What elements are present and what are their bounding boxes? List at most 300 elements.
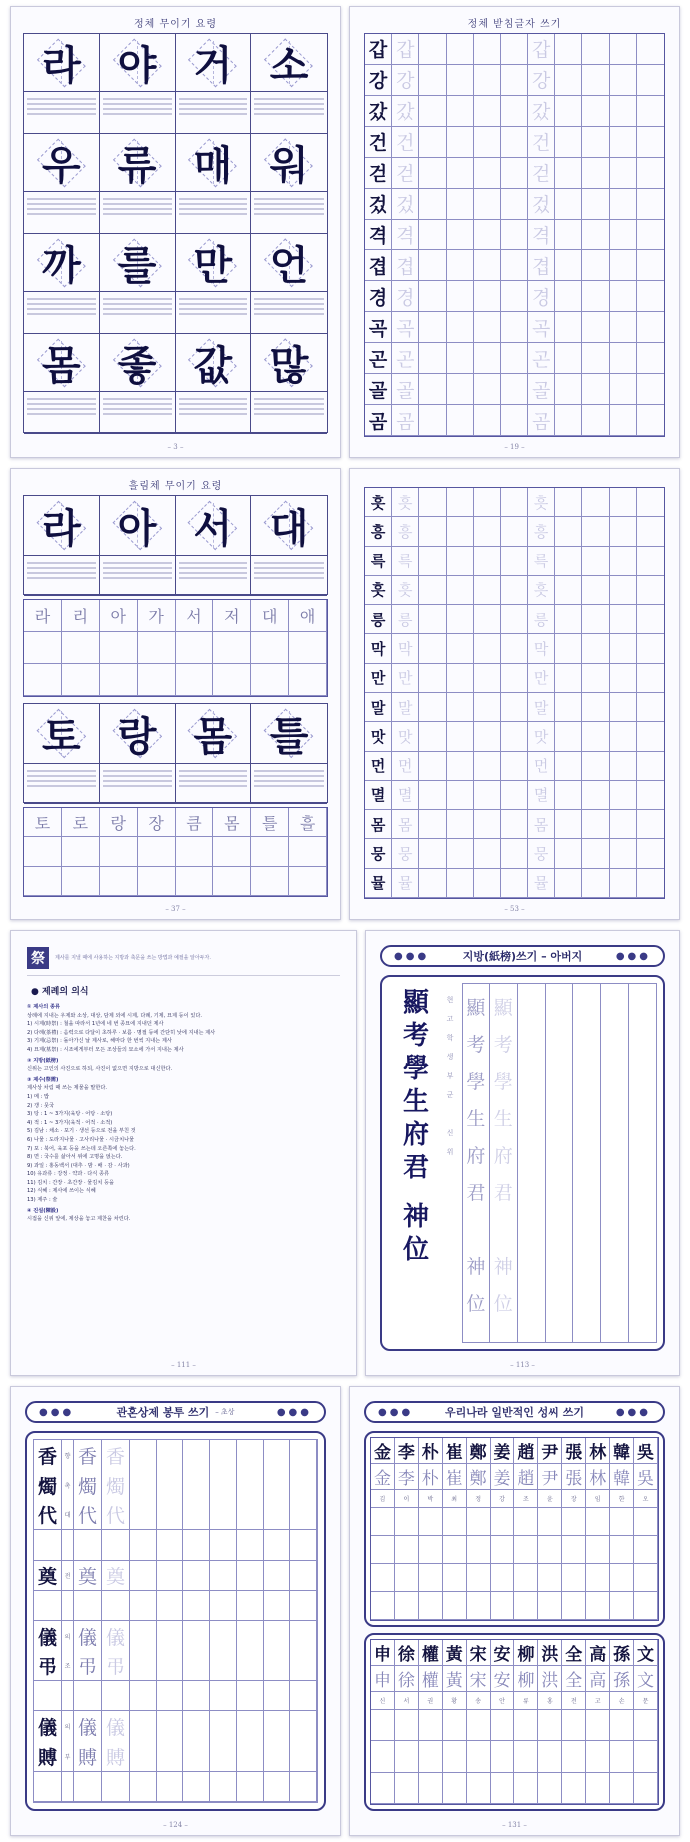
cursive-row-character: 대 — [251, 600, 289, 632]
jibang-sub-text — [403, 1201, 429, 1267]
empty-cell — [491, 1773, 515, 1804]
body-text — [27, 1003, 340, 1224]
note-text-line — [179, 198, 248, 200]
note-text-line — [254, 562, 324, 564]
empty-cell — [395, 1741, 419, 1772]
jibang-practice-columns — [462, 983, 657, 1343]
trace-character: 儀 — [74, 1621, 102, 1651]
empty-cell — [582, 34, 609, 65]
body-line: 1) 시제(時祭) : 철을 따라서 1년에 네 번 종묘에 지내던 제사 — [27, 1021, 164, 1028]
page-cursive-guide — [10, 468, 341, 920]
note-text-line — [254, 198, 324, 200]
note-text-line — [179, 780, 248, 782]
page-number: – 19 – — [504, 443, 525, 451]
empty-cell — [447, 65, 474, 96]
empty-cell — [447, 250, 474, 281]
empty-cell — [419, 752, 446, 781]
empty-cell — [501, 693, 528, 722]
empty-cell — [183, 1440, 210, 1470]
model-character: 겄 — [365, 189, 392, 220]
guide-cell — [251, 496, 327, 556]
empty-cell — [491, 1741, 515, 1772]
trace-character: 곡 — [528, 312, 555, 343]
empty-cell — [419, 374, 446, 405]
note-text-line — [254, 98, 324, 100]
empty-cell — [210, 1651, 237, 1681]
empty-cell — [491, 1508, 515, 1536]
empty-cell — [474, 34, 501, 65]
empty-cell — [138, 632, 176, 664]
empty-cell — [100, 837, 138, 866]
cursive-row-character: 큼 — [176, 808, 214, 837]
note-text-line — [254, 313, 324, 315]
model-character: 몸 — [365, 810, 392, 839]
note-text-line — [103, 103, 172, 105]
envelope-practice-grid — [33, 1439, 318, 1803]
guide-cell — [251, 34, 327, 92]
surname-trace: 宋 — [467, 1666, 491, 1692]
empty-cell — [634, 1508, 658, 1536]
empty-cell — [555, 220, 582, 251]
empty-cell — [582, 220, 609, 251]
guide-character: 류 — [117, 142, 157, 189]
empty-cell — [419, 281, 446, 312]
empty-cell — [610, 1710, 634, 1741]
empty-cell — [62, 1530, 74, 1560]
empty-cell — [514, 1710, 538, 1741]
empty-cell — [474, 65, 501, 96]
guide-cell — [100, 134, 176, 192]
empty-cell — [213, 867, 251, 896]
empty-cell — [501, 517, 528, 546]
note-text-line — [179, 567, 248, 569]
surname-character: 朴 — [419, 1438, 443, 1464]
trace-character: 륵 — [528, 547, 555, 576]
empty-cell — [501, 605, 528, 634]
note-text-line — [179, 303, 248, 305]
empty-cell — [637, 488, 664, 517]
empty-column — [518, 983, 546, 1343]
empty-cell — [264, 1591, 291, 1621]
model-character: 맛 — [365, 722, 392, 751]
empty-cell — [447, 220, 474, 251]
empty-cell — [467, 1536, 491, 1564]
empty-cell — [447, 343, 474, 374]
empty-cell — [555, 127, 582, 158]
empty-cell — [443, 1564, 467, 1592]
note-text-line — [103, 213, 172, 215]
trace-character: 뭉 — [392, 839, 419, 868]
surname-reading: 조 — [514, 1490, 538, 1508]
page-title: 정체 받침글자 쓰기 — [467, 19, 562, 30]
empty-cell — [582, 281, 609, 312]
trace-character: 경 — [392, 281, 419, 312]
note-text-line — [254, 303, 324, 305]
surname-trace: 崔 — [443, 1464, 467, 1490]
empty-cell — [582, 781, 609, 810]
guide-cell — [176, 34, 252, 92]
empty-cell — [24, 867, 62, 896]
guide-cell — [100, 334, 176, 392]
page-jibang-father — [365, 930, 680, 1376]
trace-character: 멸 — [392, 781, 419, 810]
empty-cell — [419, 869, 446, 898]
body-line: 9) 과일 : 홍동백서 (대추 · 밤 · 배 · 감 · 사과) — [27, 1162, 130, 1169]
stroke-note — [251, 92, 327, 134]
empty-cell — [634, 1592, 658, 1620]
empty-cell — [474, 576, 501, 605]
empty-cell — [210, 1711, 237, 1741]
empty-cell — [100, 632, 138, 664]
trace-character: 걷 — [392, 158, 419, 189]
note-text-line — [179, 408, 248, 410]
empty-cell — [586, 1564, 610, 1592]
empty-cell — [130, 1530, 157, 1560]
guide-character: 좋 — [117, 342, 157, 389]
empty-cell — [637, 517, 664, 546]
cursive-guide-grid-top — [23, 495, 328, 595]
empty-cell — [582, 250, 609, 281]
trace-character: 君 — [466, 1182, 486, 1204]
guide-cell — [100, 34, 176, 92]
surname-trace: 張 — [562, 1464, 586, 1490]
empty-cell — [467, 1508, 491, 1536]
empty-cell — [582, 65, 609, 96]
cursive-row-character: 장 — [138, 808, 176, 837]
stroke-note — [24, 764, 100, 804]
page-number: – 131 – — [502, 1821, 527, 1829]
empty-cell — [610, 96, 637, 127]
surname-reading: 윤 — [538, 1490, 562, 1508]
empty-cell — [419, 250, 446, 281]
empty-cell — [443, 1741, 467, 1772]
empty-cell — [610, 220, 637, 251]
cursive-row-character: 틀 — [251, 808, 289, 837]
note-text-line — [103, 308, 172, 310]
note-text-line — [179, 562, 248, 564]
empty-cell — [371, 1741, 395, 1772]
model-character: 륵 — [365, 547, 392, 576]
note-text-line — [27, 567, 96, 569]
guide-character: 언 — [269, 242, 309, 289]
note-text-line — [27, 108, 96, 110]
empty-cell — [474, 517, 501, 546]
empty-cell — [264, 1500, 291, 1530]
empty-cell — [610, 722, 637, 751]
empty-cell — [582, 488, 609, 517]
note-text-line — [27, 213, 96, 215]
trace-character: 릉 — [528, 605, 555, 634]
surname-reading: 고 — [586, 1692, 610, 1710]
surname-trace: 徐 — [395, 1666, 419, 1692]
page-cursive-practice — [349, 468, 680, 920]
banner-dots-icon: ●●● — [276, 1406, 312, 1418]
trace-character: 몸 — [392, 810, 419, 839]
note-text-line — [27, 113, 96, 115]
trace-column — [462, 983, 490, 1343]
empty-cell — [610, 34, 637, 65]
guide-cell — [176, 234, 252, 292]
empty-cell — [514, 1741, 538, 1772]
empty-cell — [264, 1711, 291, 1741]
section-header — [27, 947, 340, 976]
empty-cell — [555, 810, 582, 839]
trace-character: 燭 — [102, 1470, 130, 1500]
empty-cell — [514, 1564, 538, 1592]
banner-title: 관혼상제 봉투 쓰기 — [116, 1406, 210, 1419]
empty-cell — [447, 693, 474, 722]
note-text-line — [179, 413, 248, 415]
guide-character: 까 — [42, 242, 81, 289]
note-text-line — [27, 313, 96, 315]
empty-cell — [610, 158, 637, 189]
empty-cell — [290, 1591, 317, 1621]
empty-cell — [290, 1500, 317, 1530]
empty-cell — [419, 634, 446, 663]
page-number: – 113 – — [510, 1361, 535, 1369]
empty-cell — [237, 1500, 264, 1530]
empty-cell — [491, 1564, 515, 1592]
reading-character: 생 — [446, 1053, 454, 1061]
empty-cell — [237, 1530, 264, 1560]
guide-cell — [176, 134, 252, 192]
trace-character: 生 — [466, 1108, 486, 1130]
empty-cell — [157, 1621, 184, 1651]
empty-cell — [555, 158, 582, 189]
empty-cell — [210, 1742, 237, 1772]
empty-cell — [102, 1591, 130, 1621]
note-text-line — [254, 298, 324, 300]
note-text-line — [179, 770, 248, 772]
model-character: 곤 — [365, 343, 392, 374]
trace-character: 만 — [528, 664, 555, 693]
jibang-main-character: 君 — [402, 1153, 429, 1183]
note-text-line — [103, 562, 172, 564]
empty-cell — [447, 281, 474, 312]
cursive-row-character: 라 — [24, 600, 62, 632]
empty-cell — [419, 127, 446, 158]
model-character: 뭉 — [365, 839, 392, 868]
stroke-note — [251, 192, 327, 234]
trace-character: 位 — [466, 1293, 486, 1315]
empty-cell — [157, 1470, 184, 1500]
model-character: 흣 — [365, 488, 392, 517]
note-text-line — [103, 577, 172, 579]
empty-cell — [264, 1561, 291, 1591]
cursive-copy-row-b — [23, 807, 328, 897]
guide-character: 야 — [117, 42, 157, 89]
note-text-line — [27, 785, 96, 787]
note-text-line — [27, 780, 96, 782]
page-number: – 53 – — [504, 905, 525, 913]
trace-character: 흣 — [528, 576, 555, 605]
empty-cell — [637, 693, 664, 722]
surname-reading: 강 — [491, 1490, 515, 1508]
trace-character: 격 — [392, 220, 419, 251]
jibang-sub-character: 位 — [402, 1235, 429, 1265]
surname-character: 尹 — [538, 1438, 562, 1464]
empty-cell — [62, 837, 100, 866]
guide-character: 를 — [117, 242, 157, 289]
empty-cell — [501, 96, 528, 127]
empty-cell — [501, 189, 528, 220]
surname-trace: 申 — [371, 1666, 395, 1692]
empty-cell — [419, 576, 446, 605]
empty-cell — [474, 634, 501, 663]
empty-cell — [555, 752, 582, 781]
guide-character: 값 — [193, 342, 233, 389]
empty-cell — [637, 158, 664, 189]
note-text-line — [254, 770, 324, 772]
trace-character — [500, 1212, 506, 1249]
page-number: – 37 – — [165, 905, 186, 913]
copy-practice-grid — [364, 487, 665, 899]
trace-character: 만 — [392, 664, 419, 693]
empty-cell — [474, 96, 501, 127]
surname-trace: 朴 — [419, 1464, 443, 1490]
note-text-line — [254, 775, 324, 777]
empty-cell — [582, 189, 609, 220]
section-heading: ● 제례의 의식 — [31, 987, 89, 997]
surname-character: 張 — [562, 1438, 586, 1464]
empty-cell — [395, 1710, 419, 1741]
jibang-reading — [444, 991, 456, 1162]
empty-cell — [157, 1742, 184, 1772]
empty-cell — [610, 488, 637, 517]
stroke-note — [24, 392, 100, 434]
empty-cell — [610, 634, 637, 663]
empty-cell — [210, 1681, 237, 1711]
reading-character: 현 — [446, 996, 454, 1004]
empty-cell — [610, 869, 637, 898]
page-final-consonant-practice — [349, 6, 680, 458]
empty-cell — [395, 1536, 419, 1564]
empty-cell — [443, 1773, 467, 1804]
body-line: 7) 포 : 북어, 육포 등을 쓰는데 오른쪽에 놓는다. — [27, 1145, 136, 1152]
empty-cell — [290, 1711, 317, 1741]
surname-trace: 孫 — [610, 1666, 634, 1692]
note-text-line — [27, 562, 96, 564]
empty-cell — [289, 867, 327, 896]
empty-cell — [419, 96, 446, 127]
trace-column — [490, 983, 518, 1343]
empty-cell — [419, 810, 446, 839]
jibang-main-text — [403, 987, 429, 1185]
empty-cell — [183, 1742, 210, 1772]
empty-cell — [419, 405, 446, 436]
note-text-line — [254, 780, 324, 782]
note-text-line — [27, 413, 96, 415]
note-text-line — [27, 203, 96, 205]
empty-cell — [419, 605, 446, 634]
stroke-note — [100, 192, 176, 234]
empty-cell — [183, 1772, 210, 1802]
empty-cell — [538, 1710, 562, 1741]
surname-reading: 장 — [562, 1490, 586, 1508]
note-text-line — [103, 203, 172, 205]
empty-cell — [474, 312, 501, 343]
empty-cell — [582, 869, 609, 898]
guide-character: 거 — [193, 42, 233, 89]
note-text-line — [103, 403, 172, 405]
trace-character: 막 — [528, 634, 555, 663]
note-text-line — [254, 785, 324, 787]
empty-cell — [102, 1772, 130, 1802]
empty-cell — [102, 1530, 130, 1560]
empty-cell — [610, 839, 637, 868]
empty-cell — [264, 1470, 291, 1500]
empty-cell — [371, 1508, 395, 1536]
empty-cell — [251, 837, 289, 866]
empty-cell — [555, 312, 582, 343]
empty-cell — [474, 220, 501, 251]
empty-cell — [474, 127, 501, 158]
surname-trace: 趙 — [514, 1464, 538, 1490]
body-line: 4) 묘제(墓祭) : 시조에게부터 모든 조상들의 묘소에 가서 지내는 제사 — [27, 1046, 184, 1053]
empty-cell — [176, 632, 214, 664]
empty-cell — [610, 127, 637, 158]
empty-cell — [176, 664, 214, 696]
trace-character: 말 — [392, 693, 419, 722]
empty-cell — [34, 1591, 62, 1621]
body-line: ③ 제수(祭需) — [27, 1076, 59, 1083]
guide-cell — [251, 234, 327, 292]
empty-cell — [555, 343, 582, 374]
empty-cell — [610, 576, 637, 605]
empty-cell — [582, 547, 609, 576]
empty-cell — [467, 1710, 491, 1741]
jibang-main-character: 府 — [402, 1120, 429, 1150]
empty-cell — [289, 632, 327, 664]
trace-character: 뮬 — [528, 869, 555, 898]
trace-character: 겹 — [392, 250, 419, 281]
guide-cell — [24, 496, 100, 556]
empty-cell — [264, 1530, 291, 1560]
stroke-note — [176, 764, 252, 804]
cursive-row-character: 저 — [213, 600, 251, 632]
trace-character: 香 — [102, 1440, 130, 1470]
trace-character: 儀 — [102, 1621, 130, 1651]
trace-character: 神 — [493, 1256, 513, 1278]
model-character: 흣 — [365, 576, 392, 605]
empty-cell — [634, 1710, 658, 1741]
reading-character: 대 — [62, 1500, 74, 1530]
empty-cell — [251, 632, 289, 664]
empty-cell — [562, 1592, 586, 1620]
empty-cell — [443, 1536, 467, 1564]
empty-cell — [474, 250, 501, 281]
guide-character: 매 — [193, 142, 233, 189]
trace-character: 神 — [466, 1256, 486, 1278]
empty-cell — [582, 752, 609, 781]
reading-character: 신 — [446, 1129, 454, 1137]
empty-cell — [62, 632, 100, 664]
trace-character: 奠 — [74, 1561, 102, 1591]
trace-character: 흣 — [392, 488, 419, 517]
empty-cell — [637, 839, 664, 868]
empty-cell — [443, 1592, 467, 1620]
empty-cell — [289, 664, 327, 696]
empty-cell — [419, 1536, 443, 1564]
model-character: 막 — [365, 634, 392, 663]
note-text-line — [103, 303, 172, 305]
empty-cell — [610, 810, 637, 839]
empty-cell — [419, 1741, 443, 1772]
empty-cell — [210, 1621, 237, 1651]
empty-cell — [501, 34, 528, 65]
cursive-row-character: 로 — [62, 808, 100, 837]
reading-character — [449, 1105, 451, 1124]
